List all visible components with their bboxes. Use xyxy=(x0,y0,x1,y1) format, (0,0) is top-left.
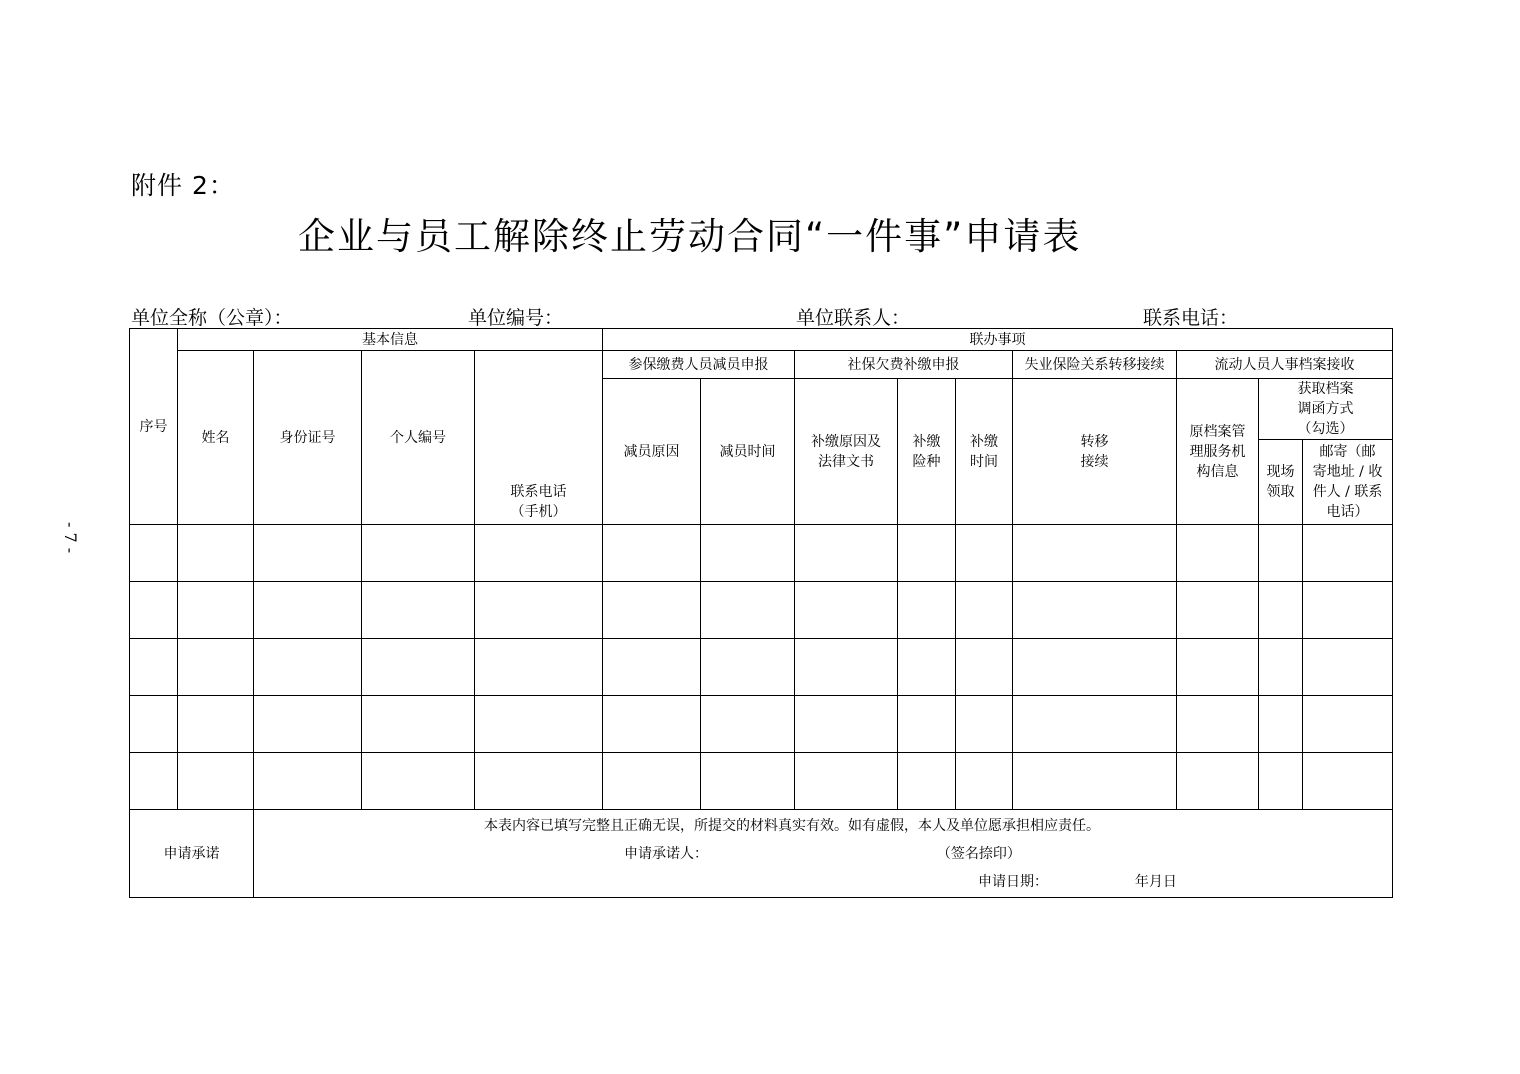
contact-phone-field[interactable]: 联系电话： xyxy=(1143,307,1239,329)
table-cell[interactable] xyxy=(795,753,898,810)
group-unemployment: 失业保险关系转移接续 xyxy=(1013,351,1177,379)
table-cell[interactable] xyxy=(475,525,603,582)
table-cell[interactable] xyxy=(362,753,475,810)
col-mail xyxy=(1303,440,1393,525)
table-cell[interactable] xyxy=(475,582,603,639)
table-cell[interactable] xyxy=(701,582,795,639)
col-onsite-line1: 现场 xyxy=(1266,464,1295,480)
col-phone-line2: （手机） xyxy=(510,504,567,520)
table-cell[interactable] xyxy=(475,696,603,753)
table-cell[interactable] xyxy=(130,639,178,696)
promise-date-line xyxy=(254,868,1392,896)
date-label: 申请日期： xyxy=(978,873,1048,890)
col-onsite-line2: 领取 xyxy=(1266,484,1295,500)
table-cell[interactable] xyxy=(898,582,956,639)
table-row xyxy=(130,696,1393,753)
contact-person-field[interactable]: 单位联系人： xyxy=(796,307,911,329)
table-cell[interactable] xyxy=(1177,639,1259,696)
table-cell[interactable] xyxy=(1303,696,1393,753)
table-cell[interactable] xyxy=(1303,582,1393,639)
table-cell[interactable] xyxy=(178,525,254,582)
table-cell[interactable] xyxy=(603,525,701,582)
table-cell[interactable] xyxy=(603,696,701,753)
table-row xyxy=(130,753,1393,810)
group-joint-items: 联办事项 xyxy=(603,329,1393,351)
table-cell[interactable] xyxy=(178,753,254,810)
table-cell[interactable] xyxy=(956,525,1013,582)
col-arrears-time xyxy=(956,379,1013,525)
table-cell[interactable] xyxy=(254,639,362,696)
date-suffix: 年月日 xyxy=(1134,873,1177,890)
col-reduce-time: 减员时间 xyxy=(701,379,795,525)
col-mail-line3: 件人 / 联系 xyxy=(1312,484,1383,500)
table-cell[interactable] xyxy=(178,639,254,696)
attachment-label: 附件 2： xyxy=(131,171,235,200)
table-cell[interactable] xyxy=(475,753,603,810)
table-cell[interactable] xyxy=(701,525,795,582)
table-cell[interactable] xyxy=(603,582,701,639)
col-reduce-reason: 减员原因 xyxy=(603,379,701,525)
table-cell[interactable] xyxy=(1259,696,1303,753)
table-cell[interactable] xyxy=(956,696,1013,753)
col-phone-line1: 联系电话 xyxy=(510,484,567,500)
col-arrears-type-line1: 补缴 xyxy=(912,433,941,450)
table-cell[interactable] xyxy=(795,525,898,582)
table-cell[interactable] xyxy=(1013,525,1177,582)
col-method-line1: 获取档案 xyxy=(1297,381,1354,397)
table-row xyxy=(130,525,1393,582)
table-cell[interactable] xyxy=(795,696,898,753)
table-cell[interactable] xyxy=(362,696,475,753)
table-cell[interactable] xyxy=(130,696,178,753)
page-number: - 7 - xyxy=(61,522,80,554)
table-cell[interactable] xyxy=(178,582,254,639)
col-arrears-reason xyxy=(795,379,898,525)
table-cell[interactable] xyxy=(898,753,956,810)
group-archive: 流动人员人事档案接收 xyxy=(1177,351,1393,379)
table-cell[interactable] xyxy=(795,582,898,639)
col-mail-line4: 电话） xyxy=(1326,504,1369,520)
table-cell[interactable] xyxy=(1303,525,1393,582)
unit-code-field[interactable]: 单位编号： xyxy=(468,307,564,329)
table-cell[interactable] xyxy=(1013,639,1177,696)
table-cell[interactable] xyxy=(1013,582,1177,639)
col-arrears-type-line2: 险种 xyxy=(912,453,941,470)
table-cell[interactable] xyxy=(1177,525,1259,582)
group-basic-info: 基本信息 xyxy=(178,329,603,351)
col-seq: 序号 xyxy=(130,329,178,525)
promiser-label: 申请承诺人： xyxy=(624,845,708,862)
table-cell[interactable] xyxy=(362,639,475,696)
table-cell[interactable] xyxy=(1013,696,1177,753)
col-onsite xyxy=(1259,440,1303,525)
col-arrears-reason-line2: 法律文书 xyxy=(818,453,874,470)
table-cell[interactable] xyxy=(956,753,1013,810)
col-arrears-type xyxy=(898,379,956,525)
table-row xyxy=(130,639,1393,696)
col-name: 姓名 xyxy=(178,351,254,525)
col-arrears-time-line2: 时间 xyxy=(970,453,998,470)
form-title: 企业与员工解除终止劳动合同“一件事”申请表 xyxy=(298,215,1082,258)
promise-label: 申请承诺 xyxy=(130,810,254,898)
table-cell[interactable] xyxy=(362,525,475,582)
table-cell[interactable] xyxy=(1259,525,1303,582)
application-table xyxy=(129,328,1393,898)
col-mail-line2: 寄地址 / 收 xyxy=(1312,464,1383,480)
table-row xyxy=(130,582,1393,639)
table-cell[interactable] xyxy=(254,525,362,582)
col-method-line3: （勾选） xyxy=(1297,421,1354,437)
table-cell[interactable] xyxy=(956,639,1013,696)
table-cell[interactable] xyxy=(1259,753,1303,810)
col-arrears-reason-line1: 补缴原因及 xyxy=(811,433,881,450)
table-cell[interactable] xyxy=(1013,753,1177,810)
table-cell[interactable] xyxy=(795,639,898,696)
table-cell[interactable] xyxy=(898,639,956,696)
table-cell[interactable] xyxy=(254,696,362,753)
table-cell[interactable] xyxy=(603,639,701,696)
col-orig-archive-org xyxy=(1177,379,1259,525)
col-transfer xyxy=(1013,379,1177,525)
table-cell[interactable] xyxy=(254,753,362,810)
col-orig-org-line3: 构信息 xyxy=(1196,463,1239,480)
table-cell[interactable] xyxy=(475,639,603,696)
promise-content xyxy=(254,810,1393,898)
table-cell[interactable] xyxy=(1259,582,1303,639)
unit-name-field[interactable]: 单位全称（公章）： xyxy=(131,307,293,329)
col-personal-code: 个人编号 xyxy=(362,351,475,525)
table-cell[interactable] xyxy=(1303,753,1393,810)
col-transfer-line1: 转移 xyxy=(1080,433,1109,450)
group-reduce: 参保缴费人员减员申报 xyxy=(603,351,795,379)
table-cell[interactable] xyxy=(603,753,701,810)
promise-signature-line xyxy=(254,840,1392,868)
table-cell[interactable] xyxy=(178,696,254,753)
table-cell[interactable] xyxy=(1177,582,1259,639)
sign-note: （签名捺印） xyxy=(936,845,1021,862)
col-method-line2: 调函方式 xyxy=(1297,401,1354,417)
table-cell[interactable] xyxy=(701,696,795,753)
table-cell[interactable] xyxy=(130,582,178,639)
table-cell[interactable] xyxy=(1259,639,1303,696)
group-arrears: 社保欠费补缴申报 xyxy=(795,351,1013,379)
table-cell[interactable] xyxy=(1303,639,1393,696)
col-id-number: 身份证号 xyxy=(254,351,362,525)
col-mail-line1: 邮寄（邮 xyxy=(1319,444,1376,460)
col-orig-org-line2: 理服务机 xyxy=(1189,443,1246,460)
table-cell[interactable] xyxy=(701,639,795,696)
promise-text: 本表内容已填写完整且正确无误，所提交的材料真实有效。如有虚假，本人及单位愿承担相应责任。 xyxy=(484,817,1100,834)
table-cell[interactable] xyxy=(701,753,795,810)
col-orig-org-line1: 原档案管 xyxy=(1189,423,1246,440)
table-cell[interactable] xyxy=(130,525,178,582)
table-cell[interactable] xyxy=(130,753,178,810)
table-cell[interactable] xyxy=(1177,753,1259,810)
col-get-method xyxy=(1259,379,1393,440)
col-arrears-time-line1: 补缴 xyxy=(970,433,998,450)
col-phone xyxy=(475,351,603,525)
table-cell[interactable] xyxy=(362,582,475,639)
table-cell[interactable] xyxy=(956,582,1013,639)
table-cell[interactable] xyxy=(898,525,956,582)
table-cell[interactable] xyxy=(1177,696,1259,753)
table-cell[interactable] xyxy=(898,696,956,753)
table-cell[interactable] xyxy=(254,582,362,639)
col-transfer-line2: 接续 xyxy=(1080,453,1109,470)
